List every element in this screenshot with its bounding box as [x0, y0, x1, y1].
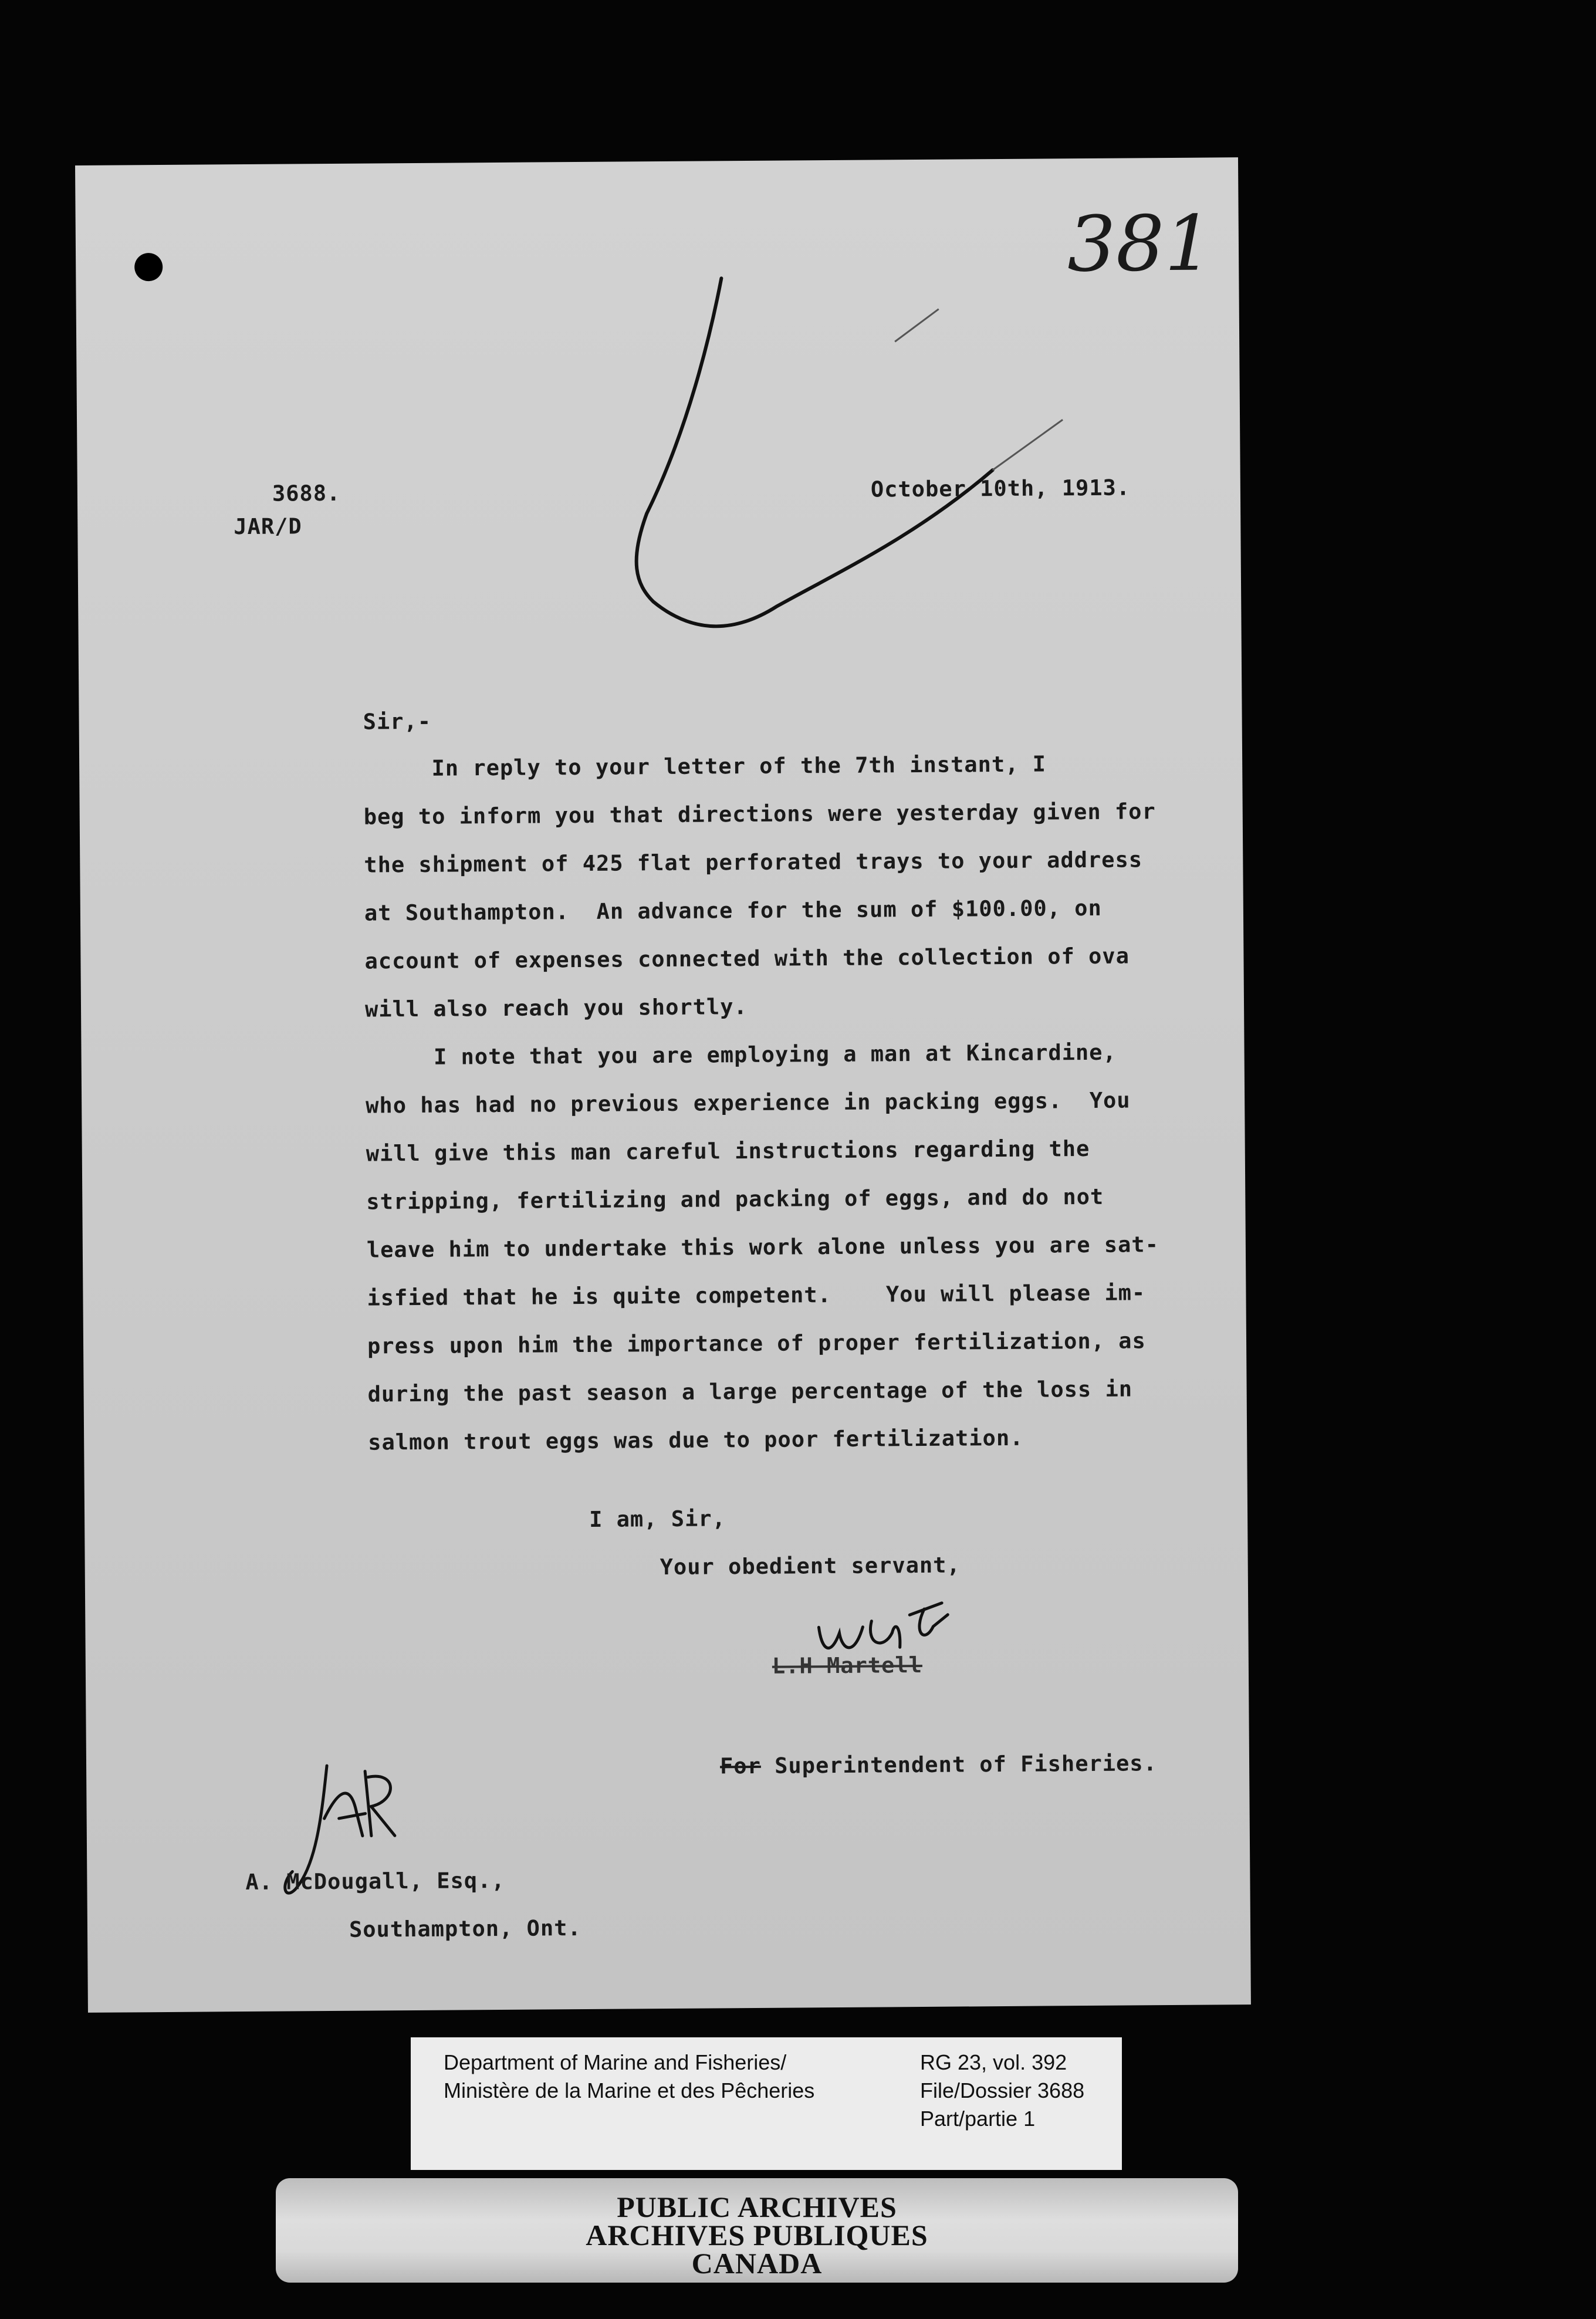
public-archives-stamp [276, 2178, 1238, 2283]
body-line: press upon him the importance of proper fertilization, as [367, 1328, 1146, 1359]
body-line: will also reach you shortly. [364, 994, 748, 1022]
body-line: I note that you are employing a man at Kincardine, [365, 1039, 1117, 1070]
archive-reference-label [411, 2037, 1122, 2170]
title-text: Superintendent of Fisheries. [760, 1750, 1158, 1779]
struck-title-word: For [719, 1753, 762, 1779]
body-line: at Southampton. An advance for the sum of $100.00, on [364, 895, 1102, 926]
body-line: during the past season a large percentage of the loss in [367, 1376, 1133, 1407]
signatory-title [720, 1750, 1157, 1779]
record-group: RG 23, vol. 392 [920, 2050, 1067, 2074]
file-number: File/Dossier 3688 [920, 2078, 1085, 2102]
body-line: beg to inform you that directions were yesterday given for [363, 799, 1156, 830]
closing-phrase: I am, Sir, [589, 1506, 726, 1532]
initials-reference: JAR/D [234, 513, 302, 540]
salutation: Sir,- [363, 708, 432, 735]
body-line: leave him to undertake this work alone unless you are sat- [366, 1232, 1159, 1263]
letter-sheet [75, 157, 1251, 2013]
closing-servant: Your obedient servant, [660, 1552, 961, 1580]
body-line: the shipment of 425 flat perforated trays to your address [364, 847, 1143, 878]
department-french: Ministère de la Marine et des Pêcheries [444, 2078, 815, 2102]
archive-line-en: PUBLIC ARCHIVES [617, 2190, 897, 2223]
body-line: who has had no previous experience in packing eggs. You [366, 1087, 1131, 1118]
struck-signatory: L.H Martell [772, 1652, 923, 1679]
body-line: isfied that he is quite competent. You will please im- [367, 1280, 1146, 1311]
addressee-name: A. McDougall, Esq., [245, 1867, 505, 1895]
department-english: Department of Marine and Fisheries/ [444, 2050, 787, 2074]
addressee-place: Southampton, Ont. [349, 1915, 581, 1942]
letter-date: October 10th, 1913. [870, 475, 1131, 502]
body-line: stripping, fertilizing and packing of eggs, and do not [366, 1184, 1104, 1215]
archive-line-country: CANADA [691, 2247, 823, 2280]
archive-line-fr: ARCHIVES PUBLIQUES [586, 2219, 928, 2252]
annotation-number: 381 [1067, 198, 1213, 289]
body-line: account of expenses connected with the collection of ova [364, 943, 1130, 974]
file-reference: 3688. [272, 480, 341, 506]
body-line: salmon trout eggs was due to poor fertilization. [368, 1425, 1024, 1455]
part-number: Part/partie 1 [920, 2107, 1036, 2131]
body-line: will give this man careful instructions regarding the [366, 1135, 1090, 1167]
body-line: In reply to your letter of the 7th instant, I [363, 751, 1047, 782]
